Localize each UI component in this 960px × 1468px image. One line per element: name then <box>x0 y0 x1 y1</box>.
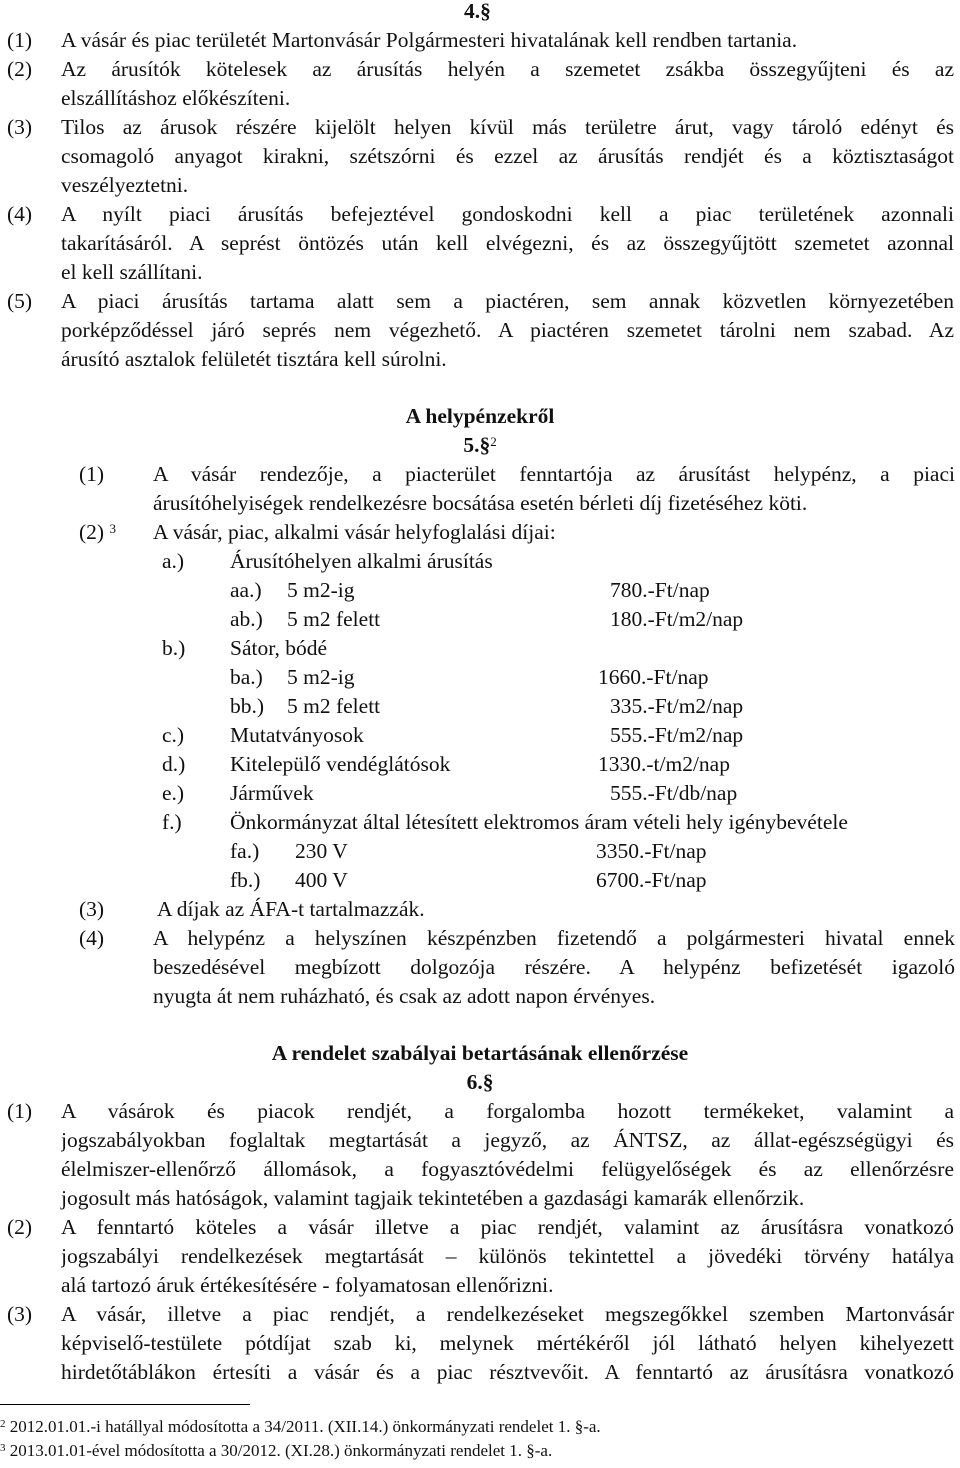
s6-para-1-line: élelmiszer-ellenőrző állomások, a fogyasztóvédelmi felügyelőségek és az ellenőrzésre <box>61 1157 954 1181</box>
s4-para-3-line: csomagoló anyagot kirakni, szétszórni és ezzel az árusítás rendjét és a köztisztaságot <box>61 144 954 168</box>
s5-para-2-num: (2) $^3$ <box>79 520 116 544</box>
s6-para-1-line: A vásárok és piacok rendjét, a forgalomba hozott termékeket, valamint a <box>61 1099 954 1123</box>
footnote-ref-2: 2 <box>490 434 497 449</box>
fee-key: ba.) <box>230 665 263 689</box>
section-5-heading: 5.§$^2$ <box>463 433 497 457</box>
fee-price: 555.-Ft/db/nap <box>610 781 738 805</box>
s4-para-3-line: Tilos az árusok részére kijelölt helyen kívül más területre árut, vagy tároló edényt és <box>61 115 954 139</box>
s5-para-1-line: A vásár rendezője, a piacterület fenntartója az árusítást helypénz, a piaci <box>153 462 955 486</box>
section-5-title: A helypénzekről <box>405 404 555 428</box>
s5-para-4-line: beszedésével megbízott dolgozója részére. A helypénz befizetését igazoló <box>153 955 955 979</box>
s6-para-3-line: hirdetőtáblákon értesíti a vásár és a piac résztvevőit. A fenntartó az árusításra vonatkozó <box>61 1360 954 1384</box>
s5-para-4-num: (4) <box>79 926 105 950</box>
s4-para-1-num: (1) <box>7 28 33 52</box>
fee-price: 780.-Ft/nap <box>610 578 710 602</box>
section-6-heading: 6.§ <box>466 1070 494 1094</box>
s5-para-2-text: A vásár, piac, alkalmi vásár helyfoglalási díjai: <box>153 520 556 544</box>
s5-para-1-line: árusítóhelyiségek rendelkezésre bocsátása esetén bérleti díj fizetéséhez köti. <box>153 491 808 515</box>
s4-para-4-num: (4) <box>7 202 33 226</box>
s4-para-4-line: el kell szállítani. <box>61 260 203 284</box>
fee-key: e.) <box>162 781 185 805</box>
fee-key: ab.) <box>230 607 263 631</box>
s6-para-1-line: jogosult más hatóságok, valamint tagjaik tekintetében a gazdasági kamarák ellenőrzik. <box>61 1186 805 1210</box>
fee-key: bb.) <box>230 694 265 718</box>
fee-price: 1660.-Ft/nap <box>598 665 709 689</box>
fee-key: fb.) <box>230 868 261 892</box>
s6-para-1-line: jogszabályokban foglaltak megtartását a jegyző, az ÁNTSZ, az állat-egészségügyi és <box>61 1128 954 1152</box>
section-4-heading: 4.§ <box>464 0 491 23</box>
fee-key: b.) <box>162 636 186 660</box>
s6-para-3-line: képviselő-testülete pótdíjat szab ki, melynek mértékéről jól látható helyen kihelyezett <box>61 1331 954 1355</box>
s4-para-3-num: (3) <box>7 115 33 139</box>
fee-price: 6700.-Ft/nap <box>596 868 707 892</box>
fee-label: Önkormányzat által létesített elektromos áram vételi hely igénybevétele <box>230 810 848 834</box>
s4-para-3-line: veszélyeztetni. <box>61 173 189 197</box>
fee-label: 400 V <box>295 868 348 892</box>
fee-key: c.) <box>162 723 185 747</box>
fee-price: 335.-Ft/m2/nap <box>610 694 744 718</box>
fee-label: 230 V <box>295 839 348 863</box>
fee-price: 1330.-t/m2/nap <box>598 752 730 776</box>
s4-para-1-line: A vásár és piac területét Martonvásár Polgármesteri hivatalának kell rendben tartania. <box>61 28 798 52</box>
fee-label: 5 m2 felett <box>287 607 381 631</box>
fee-label: Sátor, bódé <box>230 636 328 660</box>
s4-para-2-line: elszállításhoz előkészíteni. <box>61 86 291 110</box>
s4-para-5-num: (5) <box>7 289 33 313</box>
footnote-2: $^2$ 2012.01.01.-i hatállyal módosította a 34/2011. (XII.14.) önkormányzati rendelet 1. §-a. <box>0 1417 601 1436</box>
s5-para-3-text: A díjak az ÁFA-t tartalmazzák. <box>157 897 425 921</box>
s4-para-4-line: A nyílt piaci árusítás befejeztével gondoskodni kell a piac területének azonnali <box>61 202 954 226</box>
fee-key: aa.) <box>230 578 262 602</box>
footnote-separator <box>0 1404 250 1405</box>
fee-label: 5 m2 felett <box>287 694 381 718</box>
fee-price: 180.-Ft/m2/nap <box>610 607 744 631</box>
fee-key: fa.) <box>230 839 260 863</box>
fee-price: 3350.-Ft/nap <box>596 839 707 863</box>
fee-key: f.) <box>162 810 182 834</box>
s6-para-3-num: (3) <box>7 1302 33 1326</box>
fee-label: Kitelepülő vendéglátósok <box>230 752 451 776</box>
s4-para-5-line: porképződéssel járó seprés nem végezhető. A piactéren szemetet tárolni nem szabad. Az <box>61 318 954 342</box>
footnote-2-num: 2 <box>0 1418 6 1430</box>
s6-para-2-num: (2) <box>7 1215 33 1239</box>
fee-price: 555.-Ft/m2/nap <box>610 723 744 747</box>
s4-para-5-line: árusító asztalok felületét tisztára kell súrolni. <box>61 347 447 371</box>
s5-para-4-line: nyugta át nem ruházható, és csak az adott napon érvényes. <box>153 984 656 1008</box>
s4-para-4-line: takarításáról. A seprést öntözés után kell elvégezni, és az összegyűjtött szemetet azonnal <box>61 231 954 255</box>
fee-key: a.) <box>162 549 185 573</box>
fee-label: 5 m2-ig <box>287 578 355 602</box>
footnote-3-num: 3 <box>0 1442 6 1454</box>
s6-para-2-line: jogszabályi rendelkezések megtartását – különös tekintettel a jövedéki törvény hatálya <box>61 1244 954 1268</box>
s5-para-4-line: A helypénz a helyszínen készpénzben fizetendő a polgármesteri hivatal ennek <box>153 926 955 950</box>
s6-para-2-line: alá tartozó áruk értékesítésére - folyamatosan ellenőrizni. <box>61 1273 554 1297</box>
s6-para-3-line: A vásár, illetve a piac rendjét, a rendelkezéseket megszegőkkel szemben Martonvásár <box>61 1302 954 1326</box>
fee-label: Mutatványosok <box>230 723 364 747</box>
footnote-3: $^3$ 2013.01.01-ével módosította a 30/2012. (XI.28.) önkormányzati rendelet 1. §-a. <box>0 1441 553 1460</box>
fee-label: Árusítóhelyen alkalmi árusítás <box>230 549 493 573</box>
s4-para-2-line: Az árusítók kötelesek az árusítás helyén a szemetet zsákba összegyűjteni és az <box>61 57 954 81</box>
s4-para-2-num: (2) <box>7 57 33 81</box>
s5-para-1-num: (1) <box>79 462 105 486</box>
s6-para-1-num: (1) <box>7 1099 33 1123</box>
s6-para-2-line: A fenntartó köteles a vásár illetve a piac rendjét, valamint az árusításra vonatkozó <box>61 1215 954 1239</box>
section-6-title: A rendelet szabályai betartásának ellenőrzése <box>271 1041 689 1065</box>
s5-para-3-num: (3) <box>79 897 105 921</box>
s4-para-5-line: A piaci árusítás tartama alatt sem a piactéren, sem annak közvetlen környezetében <box>61 289 954 313</box>
footnote-ref-3: 3 <box>109 521 116 536</box>
fee-label: 5 m2-ig <box>287 665 355 689</box>
fee-label: Járművek <box>230 781 314 805</box>
fee-key: d.) <box>162 752 186 776</box>
